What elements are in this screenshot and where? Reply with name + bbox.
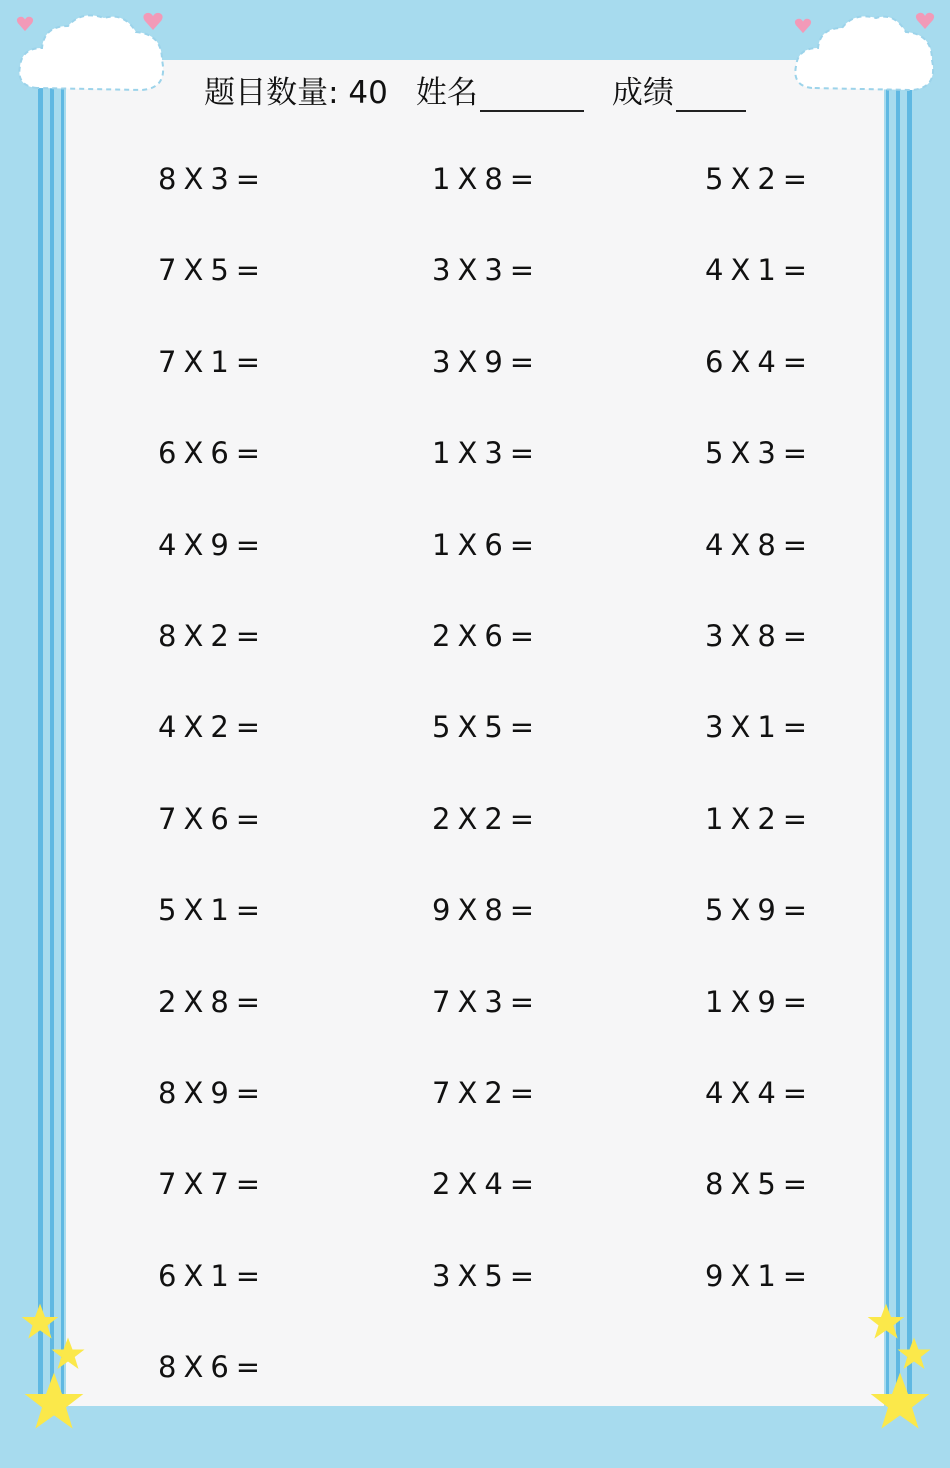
problem-item: 7X6= [158,801,268,836]
problem-item: 1X8= [432,162,542,196]
problem-item: 7X3= [432,984,542,1019]
problem-item: 4X8= [705,527,815,562]
problem-item: 3X8= [705,619,815,653]
problem-item: 5X3= [705,436,815,471]
problem-item: 8X3= [158,162,268,196]
problem-item: 5X2= [705,162,815,196]
problem-item: 3X1= [705,710,815,745]
problem-item: 2X6= [432,619,542,653]
problem-item: 6X6= [158,436,268,471]
problem-item: 5X1= [158,893,268,928]
problem-item: 5X5= [432,710,542,745]
problem-item: 7X2= [432,1076,542,1110]
problem-item: 7X7= [158,1167,268,1202]
problem-item: 4X1= [705,253,815,288]
name-label: 姓名 [415,74,478,111]
problem-item: 4X9= [158,527,268,562]
problem-item: 1X2= [705,801,815,836]
problem-item: 5X9= [705,893,815,928]
problem-item: 2X8= [158,984,268,1019]
problem-item: 3X5= [432,1258,542,1293]
score-label: 成绩 [611,74,674,111]
problem-item: 7X1= [158,344,268,379]
problem-item: 4X2= [158,710,268,745]
problem-item: 6X1= [158,1258,268,1293]
problem-item: 8X5= [705,1167,815,1202]
question-count-label: 题目数量: 40 [204,74,388,111]
problem-item: 1X6= [432,527,542,562]
problem-item: 9X1= [705,1258,815,1293]
problem-item: 4X4= [705,1076,815,1110]
problem-item: 8X6= [158,1350,268,1385]
problem-item: 1X9= [705,984,815,1019]
problem-item: 8X2= [158,619,268,653]
problem-item: 8X9= [158,1076,268,1110]
problem-item: 1X3= [432,436,542,471]
problem-item: 2X4= [432,1167,542,1202]
problem-item: 9X8= [432,893,542,928]
problem-item: 2X2= [432,801,542,836]
problem-item: 6X4= [705,344,815,379]
problem-item: 3X3= [432,253,542,288]
problem-item: 7X5= [158,253,268,288]
problem-item: 3X9= [432,344,542,379]
